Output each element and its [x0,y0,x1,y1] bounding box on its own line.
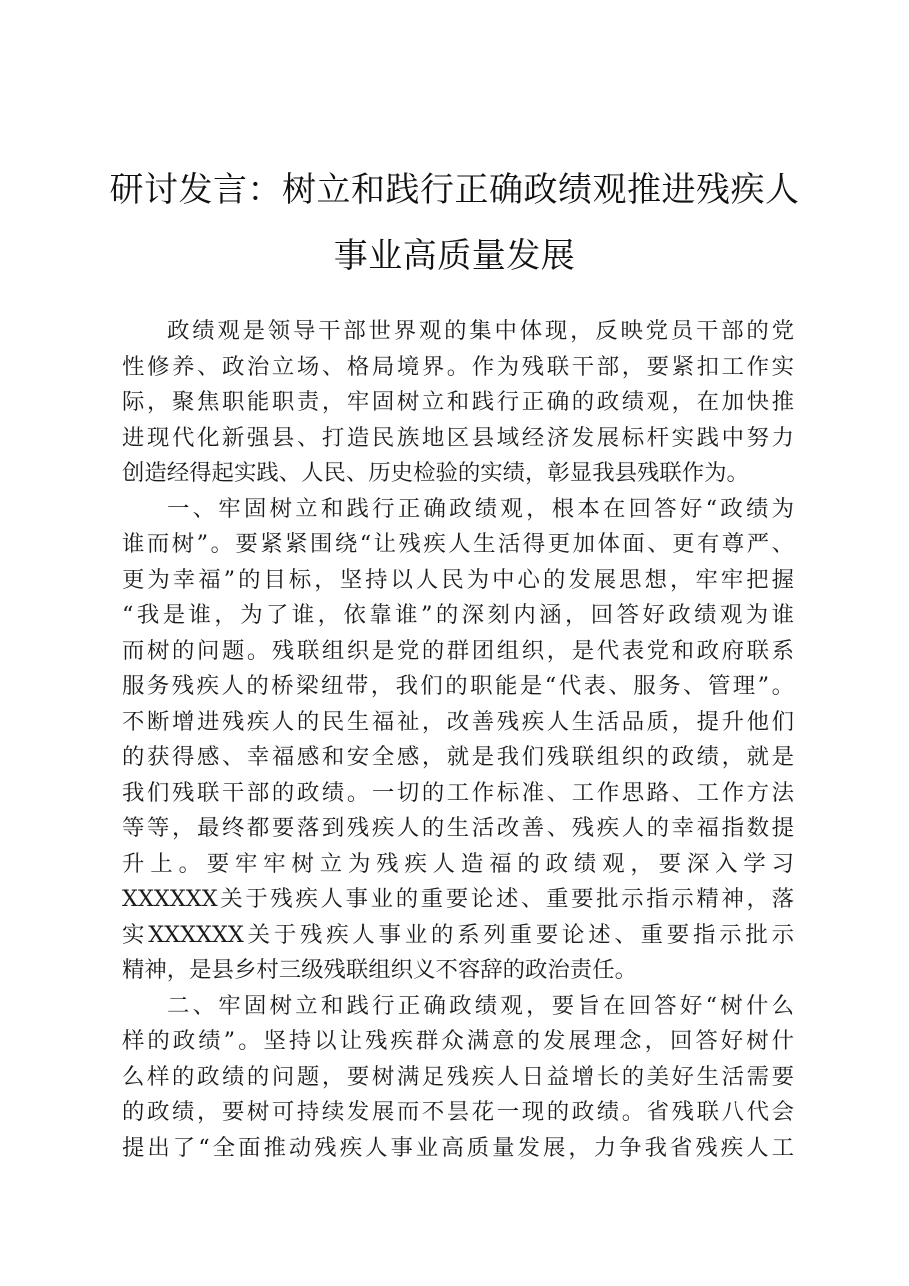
paragraph-2-line-8: 的获得感、幸福感和安全感，就是我们残联组织的政绩，就是 [122,744,794,770]
paragraph-2-line-10: 等等，最终都要落到残疾人的生活改善、残疾人的幸福指数提 [122,815,794,841]
paragraph-1-line-1: 政绩观是领导干部世界观的集中体现，反映党员干部的党 [167,318,794,344]
paragraph-2-line-6: 服务残疾人的桥梁纽带，我们的职能是“代表、服务、管理”。 [122,673,794,699]
paragraph-1-line-5: 创造经得起实践、人民、历史检验的实绩，彰显我县残联作为。 [122,460,749,486]
paragraph-3-line-4: 的政绩，要树可持续发展而不昙花一现的政绩。省残联八代会 [122,1099,794,1125]
paragraph-3-line-3: 么样的政绩的问题，要树满足残疾人日益增长的美好生活需要 [122,1063,794,1090]
paragraph-2-line-4: “我是谁，为了谁，依靠谁”的深刻内涵，回答好政绩观为谁 [122,602,794,628]
paragraph-3-line-5: 提出了“全面推动残疾人事业高质量发展，力争我省残疾人工 [122,1134,794,1161]
paragraph-2-line-3: 更为幸福”的目标，坚持以人民为中心的发展思想，牢牢把握 [122,566,794,593]
paragraph-2-line-1: 一、牢固树立和践行正确政绩观，根本在回答好“政绩为 [167,495,794,522]
paragraph-2-line-14: 精神，是县乡村三级残联组织义不容辞的政治责任。 [122,957,637,983]
document-body [122,314,794,1166]
paragraph-1-line-4: 进现代化新强县、打造民族地区县域经济发展标杆实践中努力 [122,424,794,451]
paragraph-2-line-9: 我们残联干部的政绩。一切的工作标准、工作思路、工作方法 [122,779,794,806]
paragraph-1-line-3: 际，聚焦职能职责，牢固树立和践行正确的政绩观，在加快推 [122,389,794,415]
paragraph-1-line-2: 性修养、政治立场、格局境界。作为残联干部，要紧扣工作实 [122,353,794,380]
paragraph-2-line-2: 谁而树”。要紧紧围绕“让残疾人生活得更加体面、更有尊严、 [122,531,794,557]
paragraph-3-line-1: 二、牢固树立和践行正确政绩观，要旨在回答好“树什么 [167,992,794,1019]
paragraph-3-line-2: 样的政绩”。坚持以让残疾群众满意的发展理念，回答好树什 [122,1028,794,1054]
paragraph-2-line-7: 不断增进残疾人的民生福祉，改善残疾人生活品质，提升他们 [122,708,794,735]
document-title-line-1: 研讨发言：树立和践行正确政绩观推进残疾人 [109,170,800,210]
paragraph-2-line-5: 而树的问题。残联组织是党的群团组织，是代表党和政府联系 [122,637,794,664]
paragraph-2-line-13: 实XXXXXX关于残疾人事业的系列重要论述、重要指示批示 [122,921,794,948]
document-title-line-2: 事业高质量发展 [333,236,576,276]
paragraph-2-line-12: XXXXXX关于残疾人事业的重要论述、重要批示指示精神，落 [122,886,794,912]
paragraph-2-line-11: 升上。要牢牢树立为残疾人造福的政绩观，要深入学习 [122,850,794,877]
